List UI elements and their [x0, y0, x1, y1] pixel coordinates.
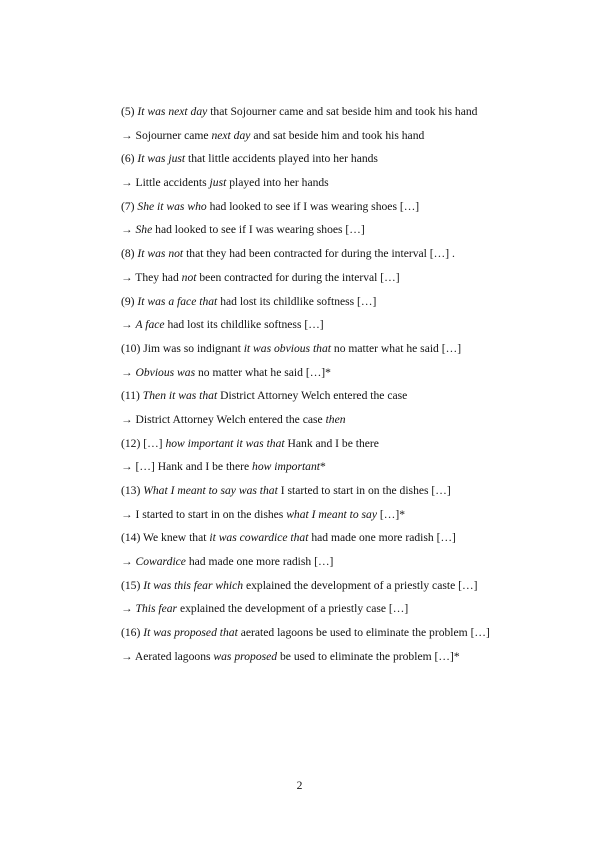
text-segment: District Attorney Welch entered the case — [217, 389, 408, 403]
italic-text-segment: It was next day — [137, 105, 208, 118]
example-rewrite — [121, 601, 541, 625]
text-segment: → Sojourner came — [121, 128, 212, 142]
text-segment: (14) We knew that — [121, 531, 210, 545]
text-segment: that Sojourner came and sat beside him and took his hand — [207, 105, 478, 118]
example-sentence — [121, 246, 541, 270]
text-segment: (5) — [121, 105, 138, 118]
italic-text-segment: It was a face that — [137, 294, 218, 308]
example-sentence — [121, 151, 541, 175]
text-segment: (10) Jim was so indignant — [121, 341, 244, 355]
italic-text-segment: A face — [135, 318, 165, 332]
example-sentence — [121, 388, 541, 412]
text-segment: → District Attorney Welch entered the case — [121, 412, 326, 426]
text-segment: (7) — [121, 199, 138, 213]
text-segment: that little accidents played into her hands — [185, 152, 378, 166]
italic-text-segment: how important it was that — [165, 436, 285, 450]
text-segment: explained the development of a priestly case […] — [177, 602, 409, 616]
text-segment: (15) — [121, 578, 144, 592]
text-segment: → — [121, 555, 136, 569]
italic-text-segment: What I meant to say was that — [143, 484, 278, 497]
text-segment: * — [320, 460, 326, 474]
italic-text-segment: what I meant to say — [286, 507, 377, 521]
text-segment: and sat beside him and took his hand — [250, 128, 425, 142]
text-segment: Hank and I be there — [284, 436, 379, 450]
text-segment: had looked to see if I was wearing shoes […] — [152, 223, 365, 237]
text-segment: → — [121, 602, 136, 616]
text-segment: (12) […] — [121, 436, 166, 450]
example-sentence — [121, 483, 541, 507]
italic-text-segment: It was this fear which — [143, 578, 244, 592]
italic-text-segment: It was just — [137, 152, 186, 166]
italic-text-segment: was proposed — [213, 649, 278, 663]
text-segment: (13) — [121, 484, 144, 497]
example-rewrite — [121, 270, 541, 294]
italic-text-segment: This fear — [135, 602, 178, 616]
example-rewrite — [121, 175, 541, 199]
example-sentence — [121, 530, 541, 554]
example-sentence — [121, 578, 541, 602]
example-sentence — [121, 104, 541, 128]
italic-text-segment: She — [135, 223, 153, 237]
text-segment: (16) — [121, 626, 144, 640]
example-sentence — [121, 199, 541, 223]
example-sentence — [121, 294, 541, 318]
page-number: 2 — [296, 779, 303, 792]
italic-text-segment: She it was who — [137, 199, 207, 213]
italic-text-segment: it was cowardice that — [209, 531, 309, 545]
text-segment: → — [121, 223, 136, 237]
text-segment: (6) — [121, 152, 138, 166]
example-rewrite — [121, 649, 541, 673]
text-segment: had made one more radish […] — [308, 531, 456, 545]
text-segment: had lost its childlike softness […] — [164, 318, 324, 332]
text-segment: → Aerated lagoons — [121, 649, 214, 663]
example-list — [121, 104, 541, 673]
example-rewrite — [121, 222, 541, 246]
example-rewrite — [121, 412, 541, 436]
italic-text-segment: Cowardice — [135, 555, 186, 569]
example-sentence — [121, 341, 541, 365]
text-segment: → […] Hank and I be there — [121, 460, 253, 474]
text-segment: → Little accidents — [121, 176, 210, 190]
text-segment: had made one more radish […] — [185, 555, 334, 569]
example-rewrite — [121, 128, 541, 152]
text-segment: (8) — [121, 247, 138, 261]
italic-text-segment: Obvious was — [135, 365, 196, 379]
text-segment: → They had — [121, 270, 182, 284]
text-segment: be used to eliminate the problem […]* — [277, 649, 460, 663]
text-segment: explained the development of a priestly caste […] — [243, 578, 478, 592]
italic-text-segment: not — [181, 270, 197, 284]
text-segment: aerated lagoons be used to eliminate the problem […] — [237, 626, 490, 640]
italic-text-segment: It was proposed that — [143, 626, 238, 640]
italic-text-segment: how important — [252, 460, 320, 474]
text-segment: been contracted for during the interval […] — [196, 270, 400, 284]
text-segment: → — [121, 365, 136, 379]
text-segment: I started to start in on the dishes […] — [277, 484, 451, 497]
example-sentence — [121, 436, 541, 460]
italic-text-segment: Then it was that — [142, 389, 218, 403]
text-segment: that they had been contracted for during the interval […] . — [183, 247, 455, 261]
text-segment: (9) — [121, 294, 138, 308]
text-segment: → I started to start in on the dishes — [121, 507, 287, 521]
example-rewrite — [121, 507, 541, 531]
example-rewrite — [121, 459, 541, 483]
italic-text-segment: It was not — [137, 247, 184, 261]
text-segment: played into her hands — [226, 176, 329, 190]
example-rewrite — [121, 317, 541, 341]
text-segment: had lost its childlike softness […] — [217, 294, 377, 308]
text-segment: no matter what he said […] — [331, 341, 462, 355]
text-segment: no matter what he said […]* — [195, 365, 331, 379]
italic-text-segment: next day — [211, 128, 251, 142]
italic-text-segment: then — [325, 412, 346, 426]
example-sentence — [121, 625, 541, 649]
example-rewrite — [121, 554, 541, 578]
text-segment: (11) — [121, 389, 143, 403]
example-rewrite — [121, 365, 541, 389]
italic-text-segment: just — [209, 176, 227, 190]
text-segment: […]* — [377, 507, 406, 521]
italic-text-segment: it was obvious that — [243, 341, 331, 355]
text-segment: had looked to see if I was wearing shoes […] — [206, 199, 420, 213]
text-segment: → — [121, 318, 136, 332]
